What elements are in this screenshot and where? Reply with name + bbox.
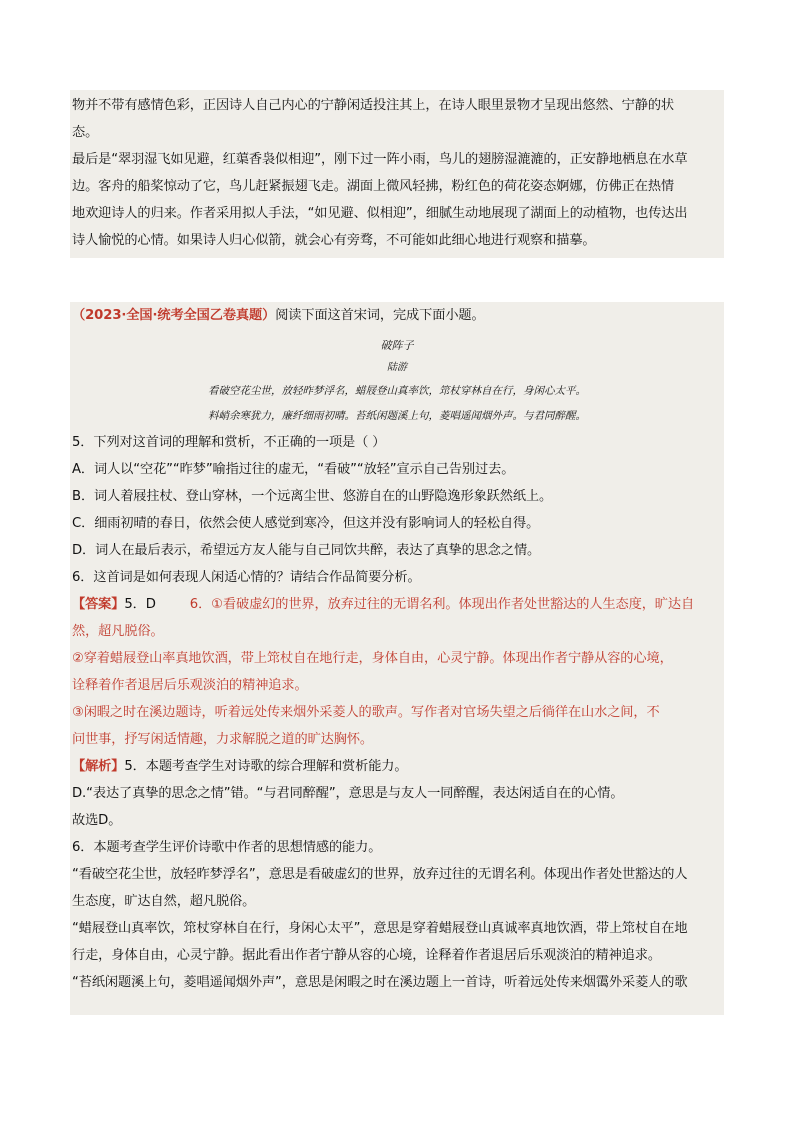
poem-line: 看破空花尘世，放轻昨梦浮名，蜡屐登山真率饮，筇杖穿林自在行，身闲心太平。 — [208, 385, 586, 397]
poem-line: 料峭余寒犹力，廉纤细雨初晴。苔纸闲题溪上句，菱唱遥闻烟外声。与君同醉醒。 — [208, 410, 586, 422]
answer-line: 然，超凡脱俗。 — [72, 624, 164, 639]
analysis-line — [70, 753, 724, 780]
text-line: 物并不带有感情色彩，正因诗人自己内心的宁静闲适投注其上，在诗人眼里景物才呈现出悠然、宁静的状 — [72, 98, 675, 113]
option-d: D．词人在最后表示，希望远方友人能与自己同饮共醉，表达了真挚的思念之情。 — [72, 543, 541, 558]
analysis-line: “蜡屐登山真率饮，筇杖穿林自在行，身闲心太平”，意思是穿着蜡屐登山真诚率真地饮酒，带上筇杖自在地 — [72, 921, 688, 936]
answer-five: 5．D — [124, 597, 156, 612]
question-item: 5．下列对这首词的理解和赏析，不正确的一项是（ ） — [72, 435, 386, 450]
analysis-five: 5．本题考查学生对诗歌的综合理解和赏析能力。 — [124, 759, 408, 774]
answer-label: 【答案】 — [72, 597, 125, 612]
option-c: C．细雨初晴的春日，依然会使人感觉到寒冷，但这并没有影响词人的轻松自得。 — [72, 516, 540, 531]
answer-line: 问世事，抒写闲适情趣，力求解脱之道的旷达胸怀。 — [72, 732, 374, 747]
question-block — [70, 302, 724, 1015]
analysis-line: 故选D。 — [72, 813, 122, 828]
text-line: 边。客舟的船桨惊动了它，鸟儿赶紧振翅飞走。湖面上微风轻拂，粉红色的荷花姿态婀娜，仿佛正在热情 — [72, 179, 675, 194]
analysis-line: 6．本题考查学生评价诗歌中作者的思想情感的能力。 — [72, 840, 382, 855]
analysis-label: 【解析】 — [72, 759, 125, 774]
answer-line — [70, 591, 724, 618]
option-a: A．词人以“空花”“昨梦”喻指过往的虚无，“看破”“放轻”宣示自己告别过去。 — [72, 462, 515, 477]
analysis-line: 生态度，旷达自然，超凡脱俗。 — [72, 894, 256, 909]
analysis-line: “苔纸闲题溪上句，菱唱遥闻烟外声”，意思是闲暇之时在溪边题上一首诗，听着远处传来烟霭外采菱人的歌 — [72, 975, 688, 990]
exam-source: （2023·全国·统考全国乙卷真题） — [72, 308, 276, 323]
answer-line: ②穿着蜡屐登山率真地饮酒，带上筇杖自在地行走，身体自由，心灵宁静。体现出作者宁静从容的心境， — [72, 651, 673, 666]
text-line: 态。 — [72, 125, 99, 140]
analysis-line: 行走，身体自由，心灵宁静。据此看出作者宁静从容的心境，诠释着作者退居后乐观淡泊的精神追求。 — [72, 948, 661, 963]
option-b: B．词人着屐拄杖、登山穿林，一个远离尘世、悠游自在的山野隐逸形象跃然纸上。 — [72, 489, 553, 504]
analysis-line: D.“表达了真挚的思念之情”错。“与君同醉醒”，意思是与友人一同醉醒，表达闲适自在的心情。 — [72, 786, 624, 801]
question-header — [70, 302, 724, 329]
answer-six: 6．①看破虚幻的世界，放弃过往的无谓名利。体现出作者处世豁达的人生态度，旷达自 — [189, 597, 695, 612]
poem-author: 陆游 — [387, 362, 407, 373]
question-item: 6．这首词是如何表现人闲适心情的？请结合作品简要分析。 — [72, 570, 421, 585]
text-line: 诗人愉悦的心情。如果诗人归心似箭，就会心有旁骛，不可能如此细心地进行观察和描摹。 — [72, 233, 596, 248]
answer-line: ③闲暇之时在溪边题诗，听着远处传来烟外采菱人的歌声。写作者对官场失望之后徜徉在山水之间，不 — [72, 705, 660, 720]
text-line: 最后是“翠羽湿飞如见避，红蕖香袅似相迎”，刚下过一阵小雨，鸟儿的翅膀湿漉漉的，正安静地栖息在水草 — [72, 152, 688, 167]
previous-analysis-block — [70, 90, 724, 258]
poem-title: 破阵子 — [380, 339, 414, 352]
analysis-line: “看破空花尘世，放轻昨梦浮名”，意思是看破虚幻的世界，放弃过往的无谓名利。体现出作者处世豁达的人 — [72, 867, 688, 882]
answer-line: 诠释着作者退居后乐观淡泊的精神追求。 — [72, 678, 308, 693]
question-intro: 阅读下面这首宋词，完成下面小题。 — [275, 308, 485, 323]
text-line: 地欢迎诗人的归来。作者采用拟人手法，“如见避、似相迎”，细腻生动地展现了湖面上的动植物，也传达出 — [72, 206, 688, 221]
